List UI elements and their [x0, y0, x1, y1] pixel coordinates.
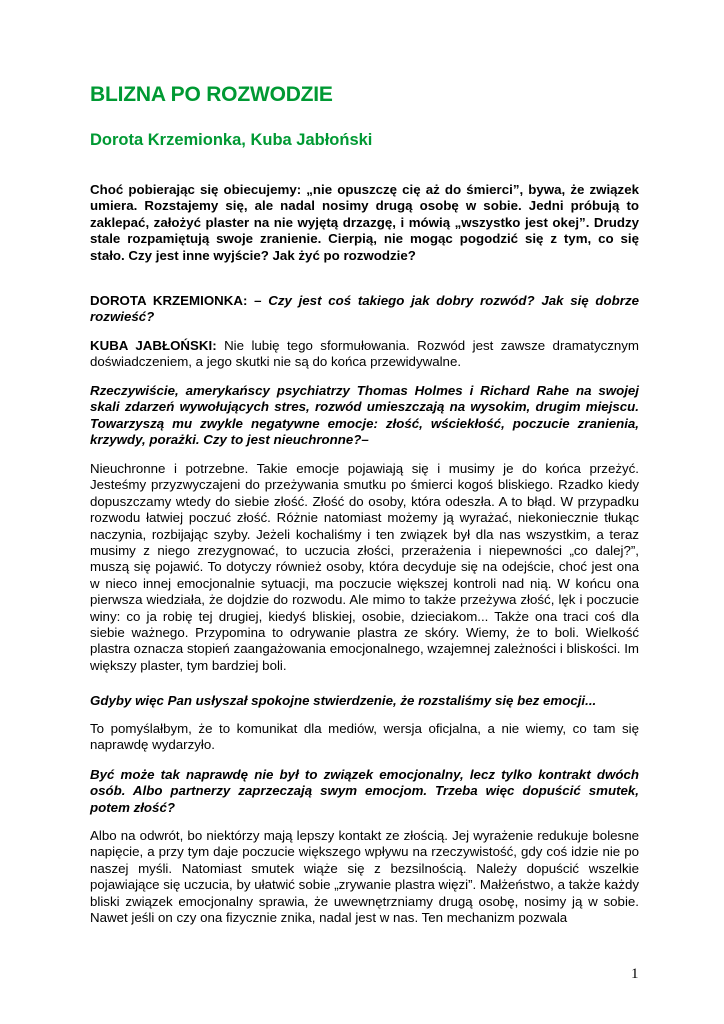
q1-speaker: DOROTA KRZEMIONKA: [90, 293, 248, 308]
answer-2: Nieuchronne i potrzebne. Takie emocje pojawiają się i musimy je do końca przeżyć. Jesteśmy przyzwyczajeni do przeżywania smutku po śmierci kogoś bliskiego. Rzadko kiedy dopuszczamy wtedy do siebie złość. Złość do osoby, która odeszła. A to błąd. W przypadku rozwodu łatwiej poczuć złość. Różnie natomiast możemy ją wyrażać, niekoniecznie tłukąc naczynia, rozbijając szyby. Jeżeli kochaliśmy i ten związek był dla nas wszystkim, a teraz musimy z niego zrezygnować, to uczucia złości, przerażenia i niepewności „co dalej?”, muszą się pojawić. To dotyczy również osoby, która decyduje się na odejście, choć jest ona w nieco innej emocjonalnie sytuacji, ma poczucie większej kontroli nad nią. W końcu ona pierwsza wiedziała, że dojdzie do rozwodu. Ale mimo to także przeżywa złość, lęk i poczucie winy: co ja robię tej drugiej, kiedyś bliskiej, osobie, dzieciakom... Także ona traci coś dla siebie ważnego. Przypomina to odrywanie plastra ze skóry. Wiemy, że to boli. Wielkość plastra oznacza stopień zaangażowania emocjonalnego, wzajemnej zależności i bliskości. Im większy plaster, tym bardziej boli. [90, 461, 639, 673]
question-4: Być może tak naprawdę nie był to związek emocjonalny, lecz tylko kontrakt dwóch osób. Albo partnerzy zaprzeczają swym emocjom. Trzeba więc dopuścić smutek, potem złość? [90, 767, 639, 815]
answer-4: Albo na odwrót, bo niektórzy mają lepszy kontakt ze złością. Jej wyrażenie redukuje bolesne napięcie, a przy tym daje poczucie większego wpływu na rzeczywistość, gdy coś idzie nie po naszej myśli. Natomiast smutek wiąże się z bezsilnością. Należy dopuścić wszelkie pojawiające się uczucia, by ułatwić sobie „zrywanie plastra więzi”. Małżeństwo, a także każdy bliski związek emocjonalny sprawia, że uwewnętrzniamy drugą osobę, nosimy ją w sobie. Nawet jeśli on czy ona fizycznie znika, nadal jest w nas. Ten mechanizm pozwala [90, 828, 639, 926]
article-authors: Dorota Krzemionka, Kuba Jabłoński [90, 131, 373, 149]
question-1 [90, 293, 639, 326]
page-number: 1 [631, 966, 639, 982]
answer-1 [90, 338, 639, 371]
article-title: BLIZNA PO ROZWODZIE [90, 83, 333, 106]
question-2: Rzeczywiście, amerykańscy psychiatrzy Thomas Holmes i Richard Rahe na swojej skali zdarzeń wywołujących stres, rozwód umieszczają na wysokim, drugim miejscu. Towarzyszą mu zwykle negatywne emocje: złość, wściekłość, poczucie zranienia, krzywdy, porażki. Czy to jest nieuchronne?– [90, 383, 639, 448]
a1-speaker: KUBA JABŁOŃSKI: [90, 338, 217, 353]
a1-text: Nie lubię tego sformułowania. Rozwód jest zawsze dramatycznym doświadczeniem, a jego skutki nie są do końca przewidywalne. [90, 338, 640, 370]
q1-text: – Czy jest coś takiego jak dobry rozwód? Jak się dobrze rozwieść? [90, 293, 639, 325]
question-3: Gdyby więc Pan usłyszał spokojne stwierdzenie, że rozstaliśmy się bez emocji... [90, 693, 597, 708]
answer-3: To pomyślałbym, że to komunikat dla mediów, wersja oficjalna, a nie wiemy, co tam się naprawdę wydarzyło. [90, 721, 639, 753]
lead-paragraph: Choć pobierając się obiecujemy: „nie opuszczę cię aż do śmierci”, bywa, że związek umiera. Rozstajemy się, ale nadal nosimy drugą osobę w sobie. Jedni próbują to zaklepać, założyć plaster na nie wyjętą drzazgę, i mówią „wszystko jest okej”. Drudzy stale rozpamiętują swoje zranienie. Cierpią, nie mogąc pogodzić się z tym, co się stało. Czy jest inne wyjście? Jak żyć po rozwodzie? [90, 182, 639, 263]
